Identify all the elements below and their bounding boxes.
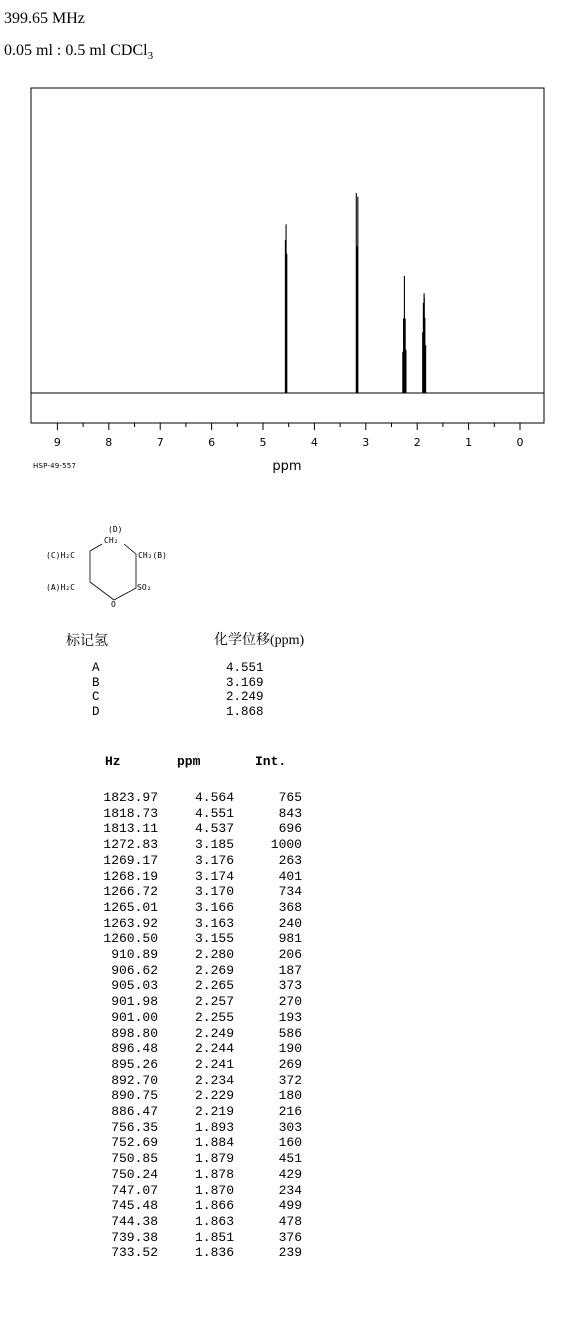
peak-int: 1000 xyxy=(270,837,302,853)
peak-ppm: 3.174 xyxy=(194,868,234,884)
nmr-spectrum-chart xyxy=(0,80,570,480)
assignment-shift: 4.551 xyxy=(226,661,264,675)
assignment-shift: 2.249 xyxy=(226,690,264,704)
peak-int: 981 xyxy=(278,931,302,947)
peak-ppm: 2.269 xyxy=(194,962,234,978)
peak-hz: 896.48 xyxy=(111,1041,158,1057)
peak-ppm: 2.265 xyxy=(194,978,234,994)
spectrum-peaks xyxy=(285,193,425,393)
peak-ppm: 1.878 xyxy=(194,1166,234,1182)
x-axis-ticks xyxy=(54,423,524,449)
peak-hz: 739.38 xyxy=(111,1229,158,1245)
struct-label-a: (A)H₂C xyxy=(46,583,75,592)
peak-int: 696 xyxy=(278,821,302,837)
peak-hz: 1268.19 xyxy=(103,868,158,884)
peak-hz: 895.26 xyxy=(111,1056,158,1072)
peak-ppm: 2.244 xyxy=(194,1041,234,1057)
peak-hz: 892.70 xyxy=(111,1072,158,1088)
ring-bonds xyxy=(90,544,136,600)
peak-int: 451 xyxy=(278,1151,302,1167)
peak-hz: 750.24 xyxy=(111,1166,158,1182)
peak-hz: 747.07 xyxy=(111,1182,158,1198)
peak-ppm: 4.537 xyxy=(194,821,234,837)
peak-ppm: 2.234 xyxy=(194,1072,234,1088)
peak-hz: 906.62 xyxy=(111,962,158,978)
peak-ppm: 1.893 xyxy=(194,1119,234,1135)
peak-hz: 901.98 xyxy=(111,994,158,1010)
peak-int: 270 xyxy=(278,994,302,1010)
assignment-shift: 1.868 xyxy=(226,704,264,719)
assignment-shift: 3.169 xyxy=(226,675,264,690)
x-tick-label: 5 xyxy=(259,436,267,449)
peak-hz: 733.52 xyxy=(111,1245,158,1261)
x-tick-label: 3 xyxy=(362,436,370,449)
peak-hz: 1818.73 xyxy=(103,805,158,821)
peak-int: 372 xyxy=(278,1072,302,1088)
peak-ppm: 4.564 xyxy=(194,790,234,805)
peak-hz: 1823.97 xyxy=(103,790,158,805)
assignment-label: A xyxy=(92,661,100,675)
spectrometer-frequency: 399.65 MHz xyxy=(4,10,85,27)
peak-hz: 1265.01 xyxy=(103,899,158,915)
peak-header-ppm: ppm xyxy=(177,754,201,769)
peak-int: 263 xyxy=(278,852,302,868)
peak-hz: 1260.50 xyxy=(103,931,158,947)
peak-int: 401 xyxy=(278,868,302,884)
peak-int: 843 xyxy=(278,805,302,821)
peak-ppm: 2.219 xyxy=(194,1104,234,1119)
assignment-header-label: 标记氢 xyxy=(66,634,108,649)
assignment-label: B xyxy=(92,675,100,690)
peak-hz: 886.47 xyxy=(111,1104,158,1119)
peak-int: 269 xyxy=(278,1056,302,1072)
peak-ppm: 2.249 xyxy=(194,1025,234,1041)
peak-hz: 745.48 xyxy=(111,1198,158,1214)
x-tick-label: 6 xyxy=(208,436,216,449)
peak-hz: 905.03 xyxy=(111,978,158,994)
peak-int: 429 xyxy=(278,1166,302,1182)
peak-ppm: 3.166 xyxy=(194,899,234,915)
peak-ppm: 3.170 xyxy=(194,884,234,900)
x-tick-label: 4 xyxy=(310,436,318,449)
peak-ppm: 1.870 xyxy=(194,1182,234,1198)
peak-ppm: 3.176 xyxy=(194,852,234,868)
peak-int: 239 xyxy=(278,1245,302,1261)
peak-ppm: 2.280 xyxy=(194,947,234,962)
peak-int: 190 xyxy=(278,1041,302,1057)
struct-label-b: CH₂(B) xyxy=(138,551,167,560)
struct-label-d: (D) xyxy=(108,525,123,534)
peak-int: 499 xyxy=(278,1198,302,1214)
peak-header-hz: Hz xyxy=(105,754,121,769)
solvent-text: 0.05 ml : 0.5 ml CDCl xyxy=(4,42,148,59)
x-tick-label: 9 xyxy=(53,436,61,449)
peak-hz: 756.35 xyxy=(111,1119,158,1135)
peak-int: 180 xyxy=(278,1088,302,1104)
peak-int: 478 xyxy=(278,1213,302,1229)
peak-int: 303 xyxy=(278,1119,302,1135)
x-tick-label: 2 xyxy=(413,436,421,449)
struct-label-c: (C)H₂C xyxy=(46,551,75,560)
peak-int: 240 xyxy=(278,915,302,931)
struct-label-so2: SO₂ xyxy=(137,583,152,592)
peak-int: 216 xyxy=(278,1104,302,1119)
peak-hz: 1272.83 xyxy=(103,837,158,853)
peak-ppm: 3.163 xyxy=(194,915,234,931)
struct-label-o: O xyxy=(111,600,116,609)
peak-int: 160 xyxy=(278,1135,302,1151)
peak-ppm: 1.884 xyxy=(194,1135,234,1151)
peak-int: 368 xyxy=(278,899,302,915)
peak-int: 187 xyxy=(278,962,302,978)
x-tick-label: 0 xyxy=(516,436,524,449)
peak-hz: 901.00 xyxy=(111,1009,158,1025)
peak-int: 373 xyxy=(278,978,302,994)
peak-ppm: 1.863 xyxy=(194,1213,234,1229)
peak-ppm: 3.155 xyxy=(194,931,234,947)
peak-ppm: 1.836 xyxy=(194,1245,234,1261)
assignment-header-shift: 化学位移(ppm) xyxy=(214,633,305,648)
peak-ppm: 1.851 xyxy=(194,1229,234,1245)
peak-int: 734 xyxy=(278,884,302,900)
peak-ppm: 2.257 xyxy=(194,994,234,1010)
peak-hz: 750.85 xyxy=(111,1151,158,1167)
peak-int: 206 xyxy=(278,947,302,962)
spectrum-code: HSP-49-557 xyxy=(33,462,77,470)
peak-hz: 1266.72 xyxy=(103,884,158,900)
peak-hz: 898.80 xyxy=(111,1025,158,1041)
peak-ppm: 2.255 xyxy=(194,1009,234,1025)
solvent-subscript: 3 xyxy=(147,50,154,63)
peak-header-int: Int. xyxy=(255,754,287,769)
peak-ppm: 4.551 xyxy=(194,805,234,821)
peak-hz: 744.38 xyxy=(111,1213,158,1229)
peak-int: 193 xyxy=(278,1009,302,1025)
peak-hz: 752.69 xyxy=(111,1135,158,1151)
x-tick-label: 7 xyxy=(156,436,164,449)
assignment-label: D xyxy=(92,704,100,719)
solvent-info xyxy=(4,42,153,62)
peak-hz: 1269.17 xyxy=(103,852,158,868)
peak-hz: 1813.11 xyxy=(103,821,158,837)
peak-hz: 910.89 xyxy=(111,947,158,962)
struct-label-ch2-top: CH₂ xyxy=(104,536,119,545)
peak-ppm: 2.229 xyxy=(194,1088,234,1104)
peak-int: 234 xyxy=(278,1182,302,1198)
peak-ppm: 1.866 xyxy=(194,1198,234,1214)
peak-int: 376 xyxy=(278,1229,302,1245)
x-tick-label: 8 xyxy=(105,436,113,449)
peak-int: 765 xyxy=(278,790,302,805)
x-axis-label: ppm xyxy=(272,459,302,474)
plot-frame xyxy=(31,88,544,423)
peak-hz: 1263.92 xyxy=(103,915,158,931)
molecule-structure xyxy=(40,518,210,614)
x-tick-label: 1 xyxy=(465,436,473,449)
peak-ppm: 3.185 xyxy=(194,837,234,853)
peak-ppm: 2.241 xyxy=(194,1056,234,1072)
peak-ppm: 1.879 xyxy=(194,1151,234,1167)
peak-int: 586 xyxy=(278,1025,302,1041)
assignment-label: C xyxy=(92,690,100,704)
peak-hz: 890.75 xyxy=(111,1088,158,1104)
